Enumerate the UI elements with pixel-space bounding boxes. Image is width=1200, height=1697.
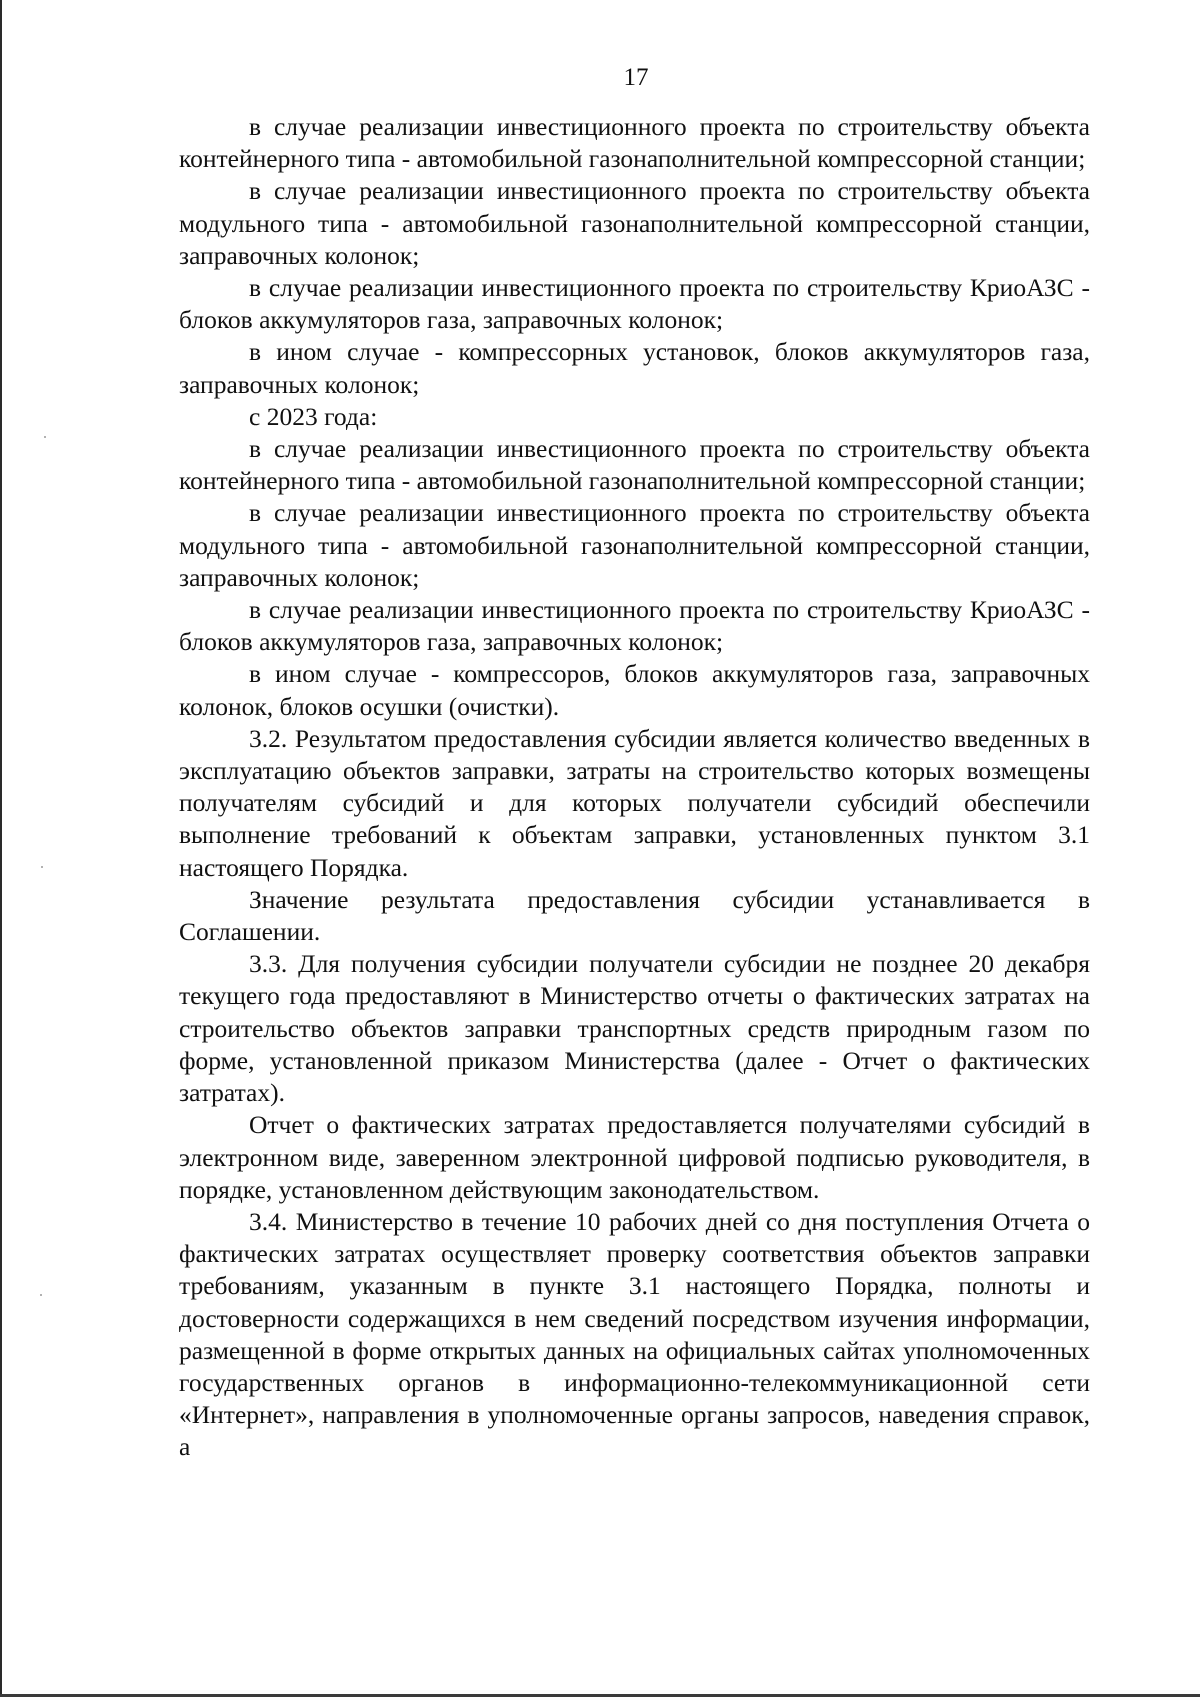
page-number: 17	[623, 64, 649, 91]
paragraph: с 2023 года:	[249, 401, 378, 431]
body-text	[179, 111, 1090, 1464]
scan-left-edge	[0, 0, 2, 1697]
paragraph: в случае реализации инвестиционного проекта по строительству объекта контейнерного типа - автомобильной газонаполнительной компрессорной станции;	[179, 434, 1090, 496]
paragraph: в случае реализации инвестиционного проекта по строительству КриоАЗС - блоков аккумуляторов газа, заправочных колонок;	[179, 273, 1090, 335]
paragraph: в случае реализации инвестиционного проекта по строительству объекта модульного типа - автомобильной газонаполнительной компрессорной станции, заправочных колонок;	[179, 176, 1090, 270]
paragraph: в ином случае - компрессоров, блоков аккумуляторов газа, заправочных колонок, блоков осушки (очистки).	[179, 659, 1090, 721]
paragraph: 3.2. Результатом предоставления субсидии является количество введенных в эксплуатацию объектов заправки, затраты на строительство которых возмещены получателям субсидий и для которых получатели субсидий обеспечили выполнение требований к объектам заправки, установленных пунктом 3.1 настоящего Порядка.	[179, 723, 1090, 882]
paragraph: в случае реализации инвестиционного проекта по строительству объекта контейнерного типа - автомобильной газонаполнительной компрессорной станции;	[179, 112, 1090, 174]
paragraph: Отчет о фактических затратах предоставляется получателями субсидий в электронном виде, заверенном электронной цифровой подписью руководителя, в порядке, установленном действующим законодательством.	[179, 1110, 1090, 1204]
paragraph: в случае реализации инвестиционного проекта по строительству объекта модульного типа - автомобильной газонаполнительной компрессорной станции, заправочных колонок;	[179, 498, 1090, 592]
paragraph: 3.4. Министерство в течение 10 рабочих дней со дня поступления Отчета о фактических затратах осуществляет проверку соответствия объектов заправки требованиям, указанным в пункте 3.1 настоящего Порядка, полноты и достоверности содержащихся в нем сведений посредством изучения информации, размещенной в форме открытых данных на официальных сайтах уполномоченных государственных органов в информационно-телекоммуникационной сети «Интернет», направления в уполномоченные органы запросов, наведения справок, а	[179, 1206, 1090, 1462]
scan-speck	[44, 436, 46, 438]
paragraph: в ином случае - компрессорных установок, блоков аккумуляторов газа, заправочных колонок;	[179, 337, 1090, 399]
paragraph: в случае реализации инвестиционного проекта по строительству КриоАЗС - блоков аккумуляторов газа, заправочных колонок;	[179, 595, 1090, 657]
scan-speck	[41, 866, 43, 868]
paragraph: 3.3. Для получения субсидии получатели субсидии не позднее 20 декабря текущего года предоставляют в Министерство отчеты о фактических затратах на строительство объектов заправки транспортных средств природным газом по форме, установленной приказом Министерства (далее - Отчет о фактических затратах).	[179, 949, 1090, 1108]
paragraph: Значение результата предоставления субсидии устанавливается в Соглашении.	[179, 884, 1090, 947]
scan-speck	[40, 1294, 42, 1296]
